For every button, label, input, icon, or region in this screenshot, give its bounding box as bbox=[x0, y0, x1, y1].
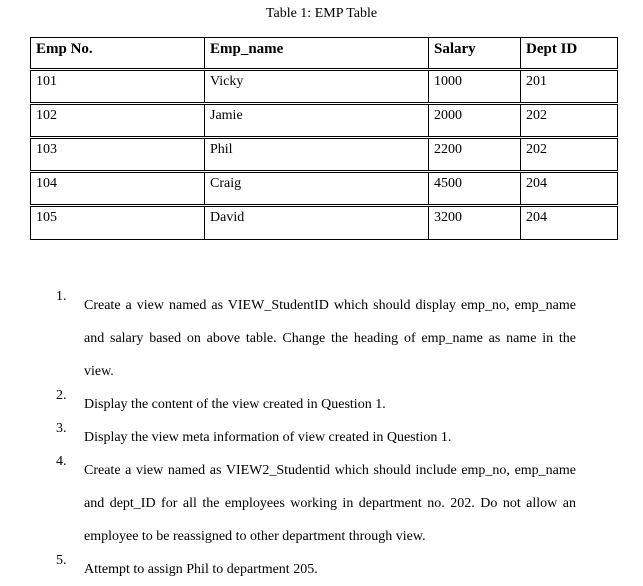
table-caption: Table 1: EMP Table bbox=[265, 6, 378, 21]
cell-emp-no: 103 bbox=[31, 138, 205, 172]
question-number: 3. bbox=[56, 421, 67, 436]
cell-emp-no: 102 bbox=[31, 104, 205, 138]
question-text: Display the view meta information of view created in Question 1. bbox=[84, 430, 452, 445]
question-text: Attempt to assign Phil to department 205. bbox=[84, 562, 318, 577]
question-item bbox=[56, 421, 576, 454]
table-row bbox=[31, 70, 618, 104]
cell-emp-no: 105 bbox=[31, 206, 205, 240]
cell-dept-id: 204 bbox=[521, 172, 618, 206]
cell-emp-name: Phil bbox=[205, 138, 429, 172]
header-dept-id: Dept ID bbox=[521, 38, 618, 70]
cell-emp-no: 104 bbox=[31, 172, 205, 206]
question-number: 5. bbox=[56, 553, 67, 568]
cell-salary: 2000 bbox=[429, 104, 521, 138]
header-salary: Salary bbox=[429, 38, 521, 70]
question-item bbox=[56, 388, 576, 421]
cell-dept-id: 204 bbox=[521, 206, 618, 240]
cell-dept-id: 202 bbox=[521, 138, 618, 172]
cell-salary: 4500 bbox=[429, 172, 521, 206]
cell-salary: 1000 bbox=[429, 70, 521, 104]
cell-dept-id: 202 bbox=[521, 104, 618, 138]
cell-emp-name: Jamie bbox=[205, 104, 429, 138]
cell-emp-no: 101 bbox=[31, 70, 205, 104]
question-text: Display the content of the view created in Question 1. bbox=[84, 397, 386, 412]
table-row bbox=[31, 104, 618, 138]
cell-emp-name: Craig bbox=[205, 172, 429, 206]
cell-emp-name: Vicky bbox=[205, 70, 429, 104]
table-row bbox=[31, 138, 618, 172]
table-row bbox=[31, 172, 618, 206]
question-text: Create a view named as VIEW_StudentID which should display emp_no, emp_name and salary based on above table. Change the heading of emp_name as name in the view. bbox=[84, 298, 576, 379]
header-emp-name: Emp_name bbox=[205, 38, 429, 70]
question-list bbox=[56, 289, 576, 586]
question-number: 2. bbox=[56, 388, 67, 403]
table-header-row bbox=[31, 38, 618, 70]
question-item bbox=[56, 289, 576, 388]
question-number: 1. bbox=[56, 289, 67, 304]
cell-salary: 2200 bbox=[429, 138, 521, 172]
question-item bbox=[56, 553, 576, 586]
question-item bbox=[56, 454, 576, 553]
table-row bbox=[31, 206, 618, 240]
header-emp-no: Emp No. bbox=[31, 38, 205, 70]
cell-emp-name: David bbox=[205, 206, 429, 240]
question-number: 4. bbox=[56, 454, 67, 469]
cell-dept-id: 201 bbox=[521, 70, 618, 104]
question-text: Create a view named as VIEW2_Studentid which should include emp_no, emp_name and dept_ID for all the employees working in department no. 202. Do not allow an employee to be reassigned to other department through view. bbox=[84, 463, 576, 544]
emp-table bbox=[30, 37, 618, 240]
cell-salary: 3200 bbox=[429, 206, 521, 240]
